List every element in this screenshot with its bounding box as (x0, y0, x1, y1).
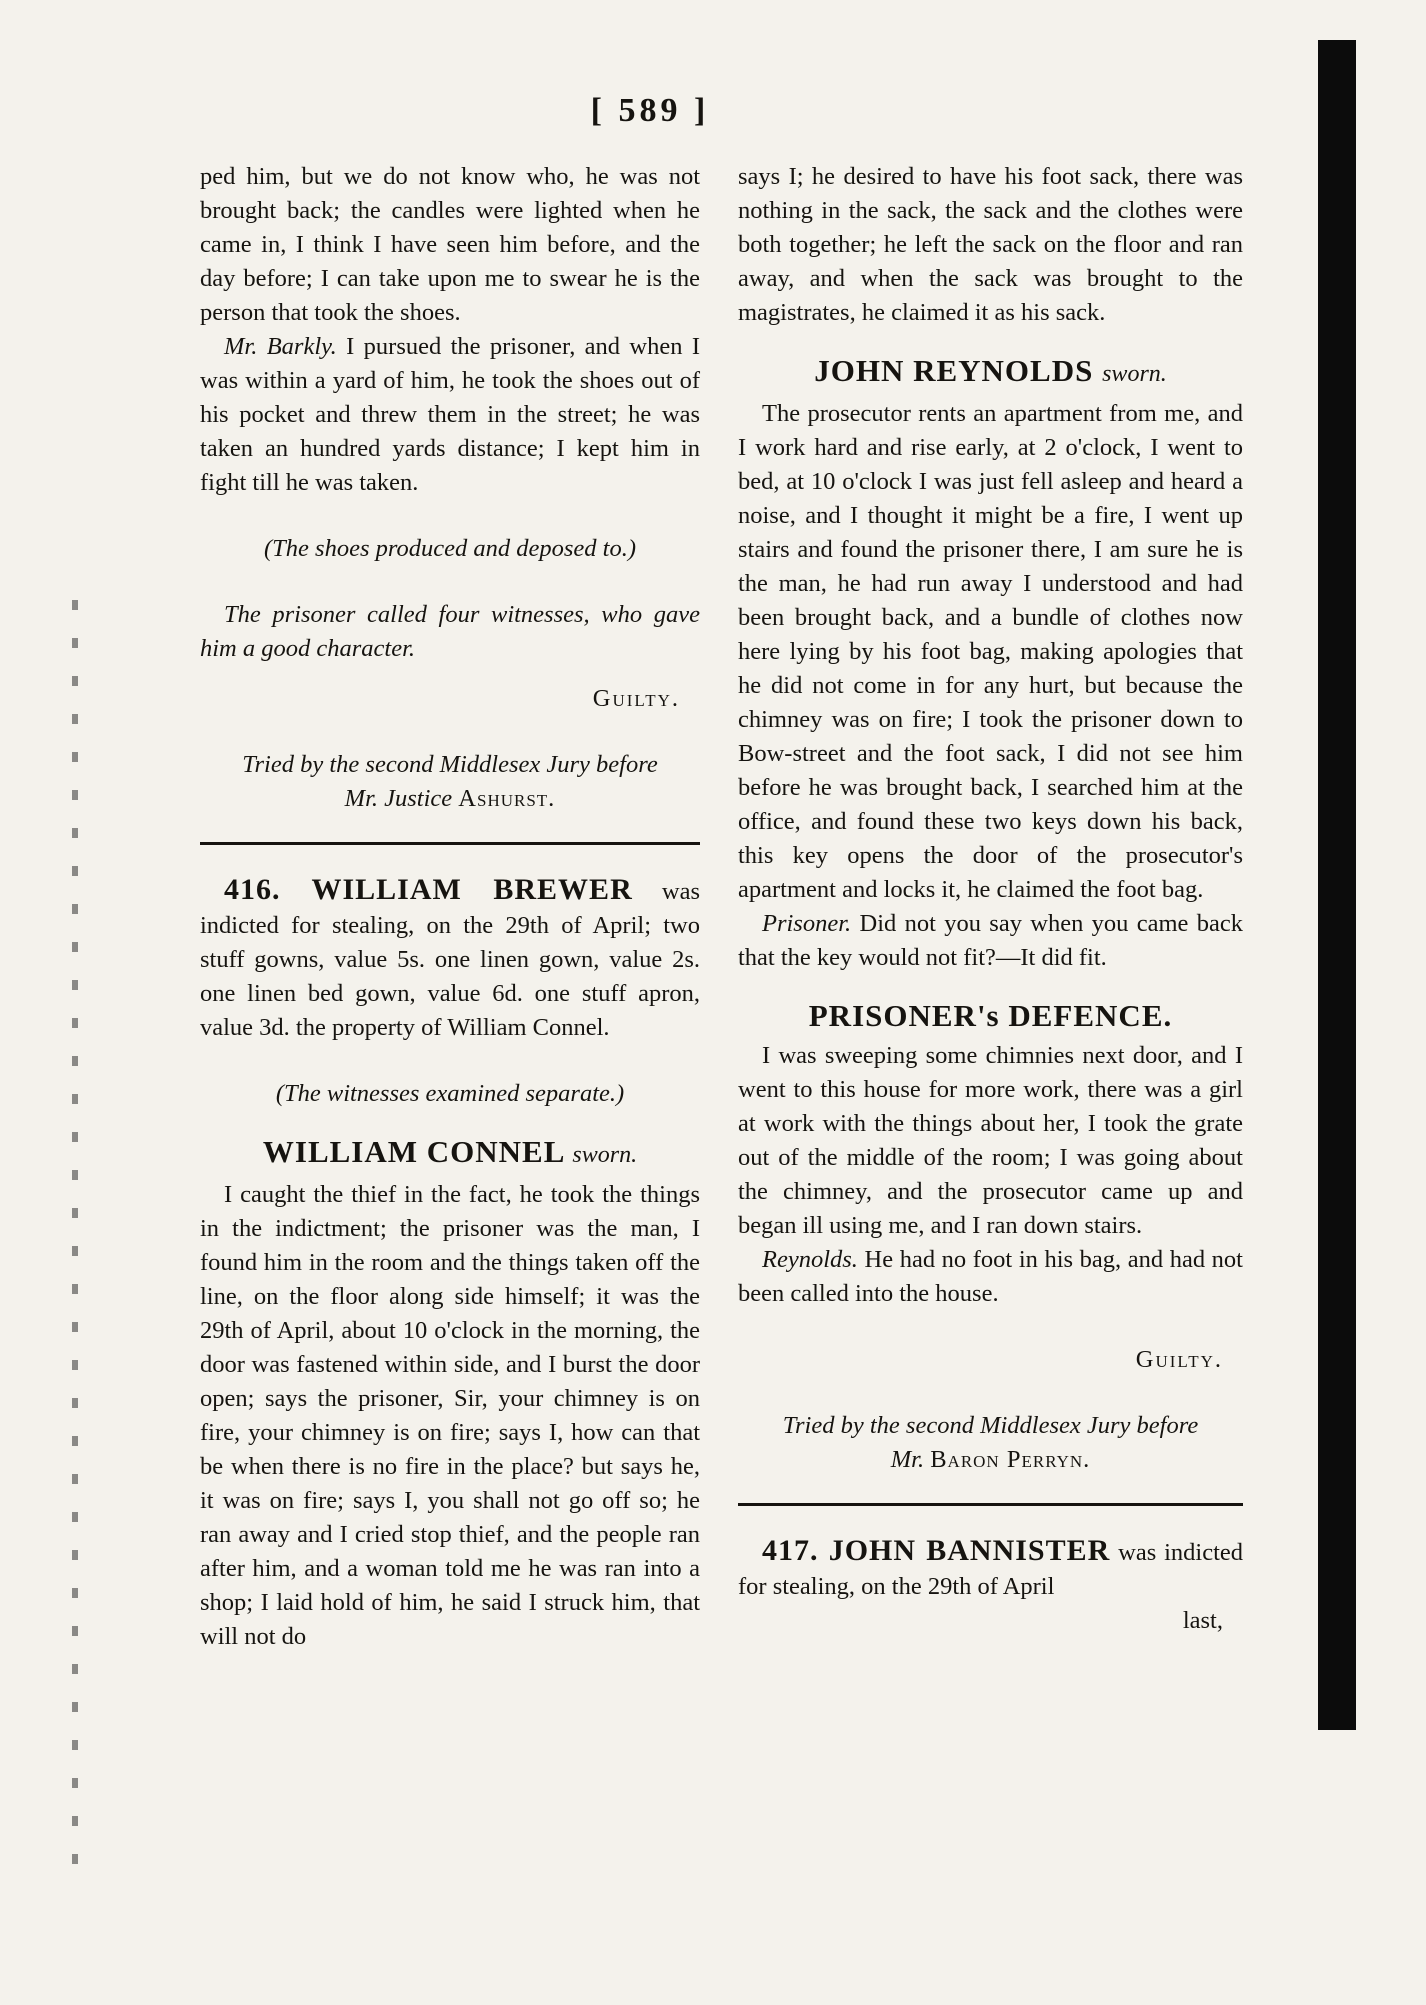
catchword: last, (1182, 1607, 1223, 1634)
defence-text: I was sweeping some chimnies next door, and I went to this house for more work, there was a girl at work with the things about her, I took the grate out of the middle of the room; I was going about the chimney, and the prosecutor came up and began ill using me, and I ran down stairs. (738, 1042, 1243, 1239)
judge-title: Mr. (890, 1446, 931, 1473)
trial-note-line: Tried by the second Middlesex Jury before (242, 751, 658, 778)
question-text: Did not you say when you came back that the key would not fit?—It did fit. (738, 910, 1243, 971)
binding-edge (1318, 40, 1356, 1730)
speaker-name: Reynolds. (762, 1246, 858, 1273)
case-indictment (200, 873, 700, 1045)
speaker-name: Mr. Barkly. (224, 333, 337, 360)
judge-title: Mr. Justice (344, 785, 459, 812)
judge-name: Ashurst. (458, 785, 556, 812)
indictment-text: was indicted for stealing, on the 29th of April (738, 1539, 1243, 1600)
witness-heading (738, 354, 1243, 391)
trial-note-judge (200, 782, 700, 816)
testimony-text: I pursued the prisoner, and when I was within a yard of him, he took the shoes out of his pocket and threw them in the street; he was taken an hundred yards distance; I kept him in fight till he was taken. (200, 333, 700, 496)
section-divider (200, 842, 700, 845)
speaker-name: Prisoner. (762, 910, 852, 937)
verdict: Guilty. (1135, 1346, 1223, 1373)
case-heading: 416. WILLIAM BREWER (224, 873, 633, 906)
testimony-reynolds-2 (738, 1243, 1243, 1311)
testimony-text: He had no foot in his bag, and had not been called into the house. (738, 1246, 1243, 1307)
case-indictment (738, 1534, 1243, 1604)
indictment-text: was indicted for stealing, on the 29th of April; two stuff gowns, value 5s. one linen gown, value 2s. one linen bed gown, value 6d. one stuff apron, value 3d. the property of William Connel. (200, 878, 700, 1041)
defence-heading: PRISONER's DEFENCE. (808, 998, 1173, 1033)
judge-name: Baron Perryn. (930, 1446, 1091, 1473)
court-note: (The shoes produced and deposed to.) (264, 535, 636, 562)
right-column (738, 160, 1243, 1638)
witness-name: WILLIAM CONNEL (262, 1134, 564, 1169)
witness-heading (200, 1135, 700, 1172)
trial-note-judge (738, 1443, 1243, 1477)
left-column (200, 160, 700, 1654)
verdict: Guilty. (592, 685, 680, 712)
paragraph: ped him, but we do not know who, he was not brought back; the candles were lighted when he came in, I think I have seen him before, and the day before; I can take upon me to swear he is the person that took the shoes. (200, 163, 700, 326)
witness-name: JOHN REYNOLDS (814, 353, 1094, 388)
page-number: [ 589 ] (590, 92, 710, 129)
sworn-label: sworn. (1102, 361, 1167, 387)
court-note: The prisoner called four witnesses, who gave him a good character. (200, 601, 700, 662)
cross-examination (738, 907, 1243, 975)
testimony-barkly (200, 330, 700, 500)
margin-ticks (72, 600, 78, 1880)
sworn-label: sworn. (572, 1142, 638, 1168)
trial-note-line: Tried by the second Middlesex Jury before (782, 1412, 1199, 1439)
case-heading: 417. JOHN BANNISTER (762, 1534, 1111, 1567)
testimony-reynolds: The prosecutor rents an apartment from me, and I work hard and rise early, at 2 o'clock, I went to bed, at 10 o'clock I was just fell asleep and heard a noise, and I thought it might be a fire, I went up stairs and found the prisoner there, I am sure he is the man, he had run away I understood and had been brought back, and a bundle of clothes now here lying by his foot bag, making apologies that he did not come in for any hurt, but because the chimney was on fire; I took the prisoner down to Bow-street and the foot sack, I did not see him before he was brought back, I searched him at the office, and found these two keys down his back, this key opens the door of the prosecutor's apartment and locks it, he claimed the foot bag. (738, 400, 1243, 903)
court-note: (The witnesses examined separate.) (275, 1080, 625, 1107)
section-divider (738, 1503, 1243, 1506)
paragraph: says I; he desired to have his foot sack, there was nothing in the sack, the sack and the clothes were both together; he left the sack on the floor and ran away, and when the sack was brought to the magistrates, he claimed it as his sack. (738, 163, 1243, 326)
testimony-connel: I caught the thief in the fact, he took the things in the indictment; the prisoner was the man, I found him in the room and the things taken off the line, on the floor along side himself; it was the 29th of April, about 10 o'clock in the morning, the door was fastened within side, and I burst the door open; says the prisoner, Sir, your chimney is on fire, your chimney is on fire; says I, how can that be when there is no fire in the place? but says he, it was on fire; says I, you shall not go off so; he ran away and I cried stop thief, and the people ran after him, and a woman told me he was ran into a shop; I laid hold of him, he said I struck him, that will not do (200, 1181, 700, 1650)
